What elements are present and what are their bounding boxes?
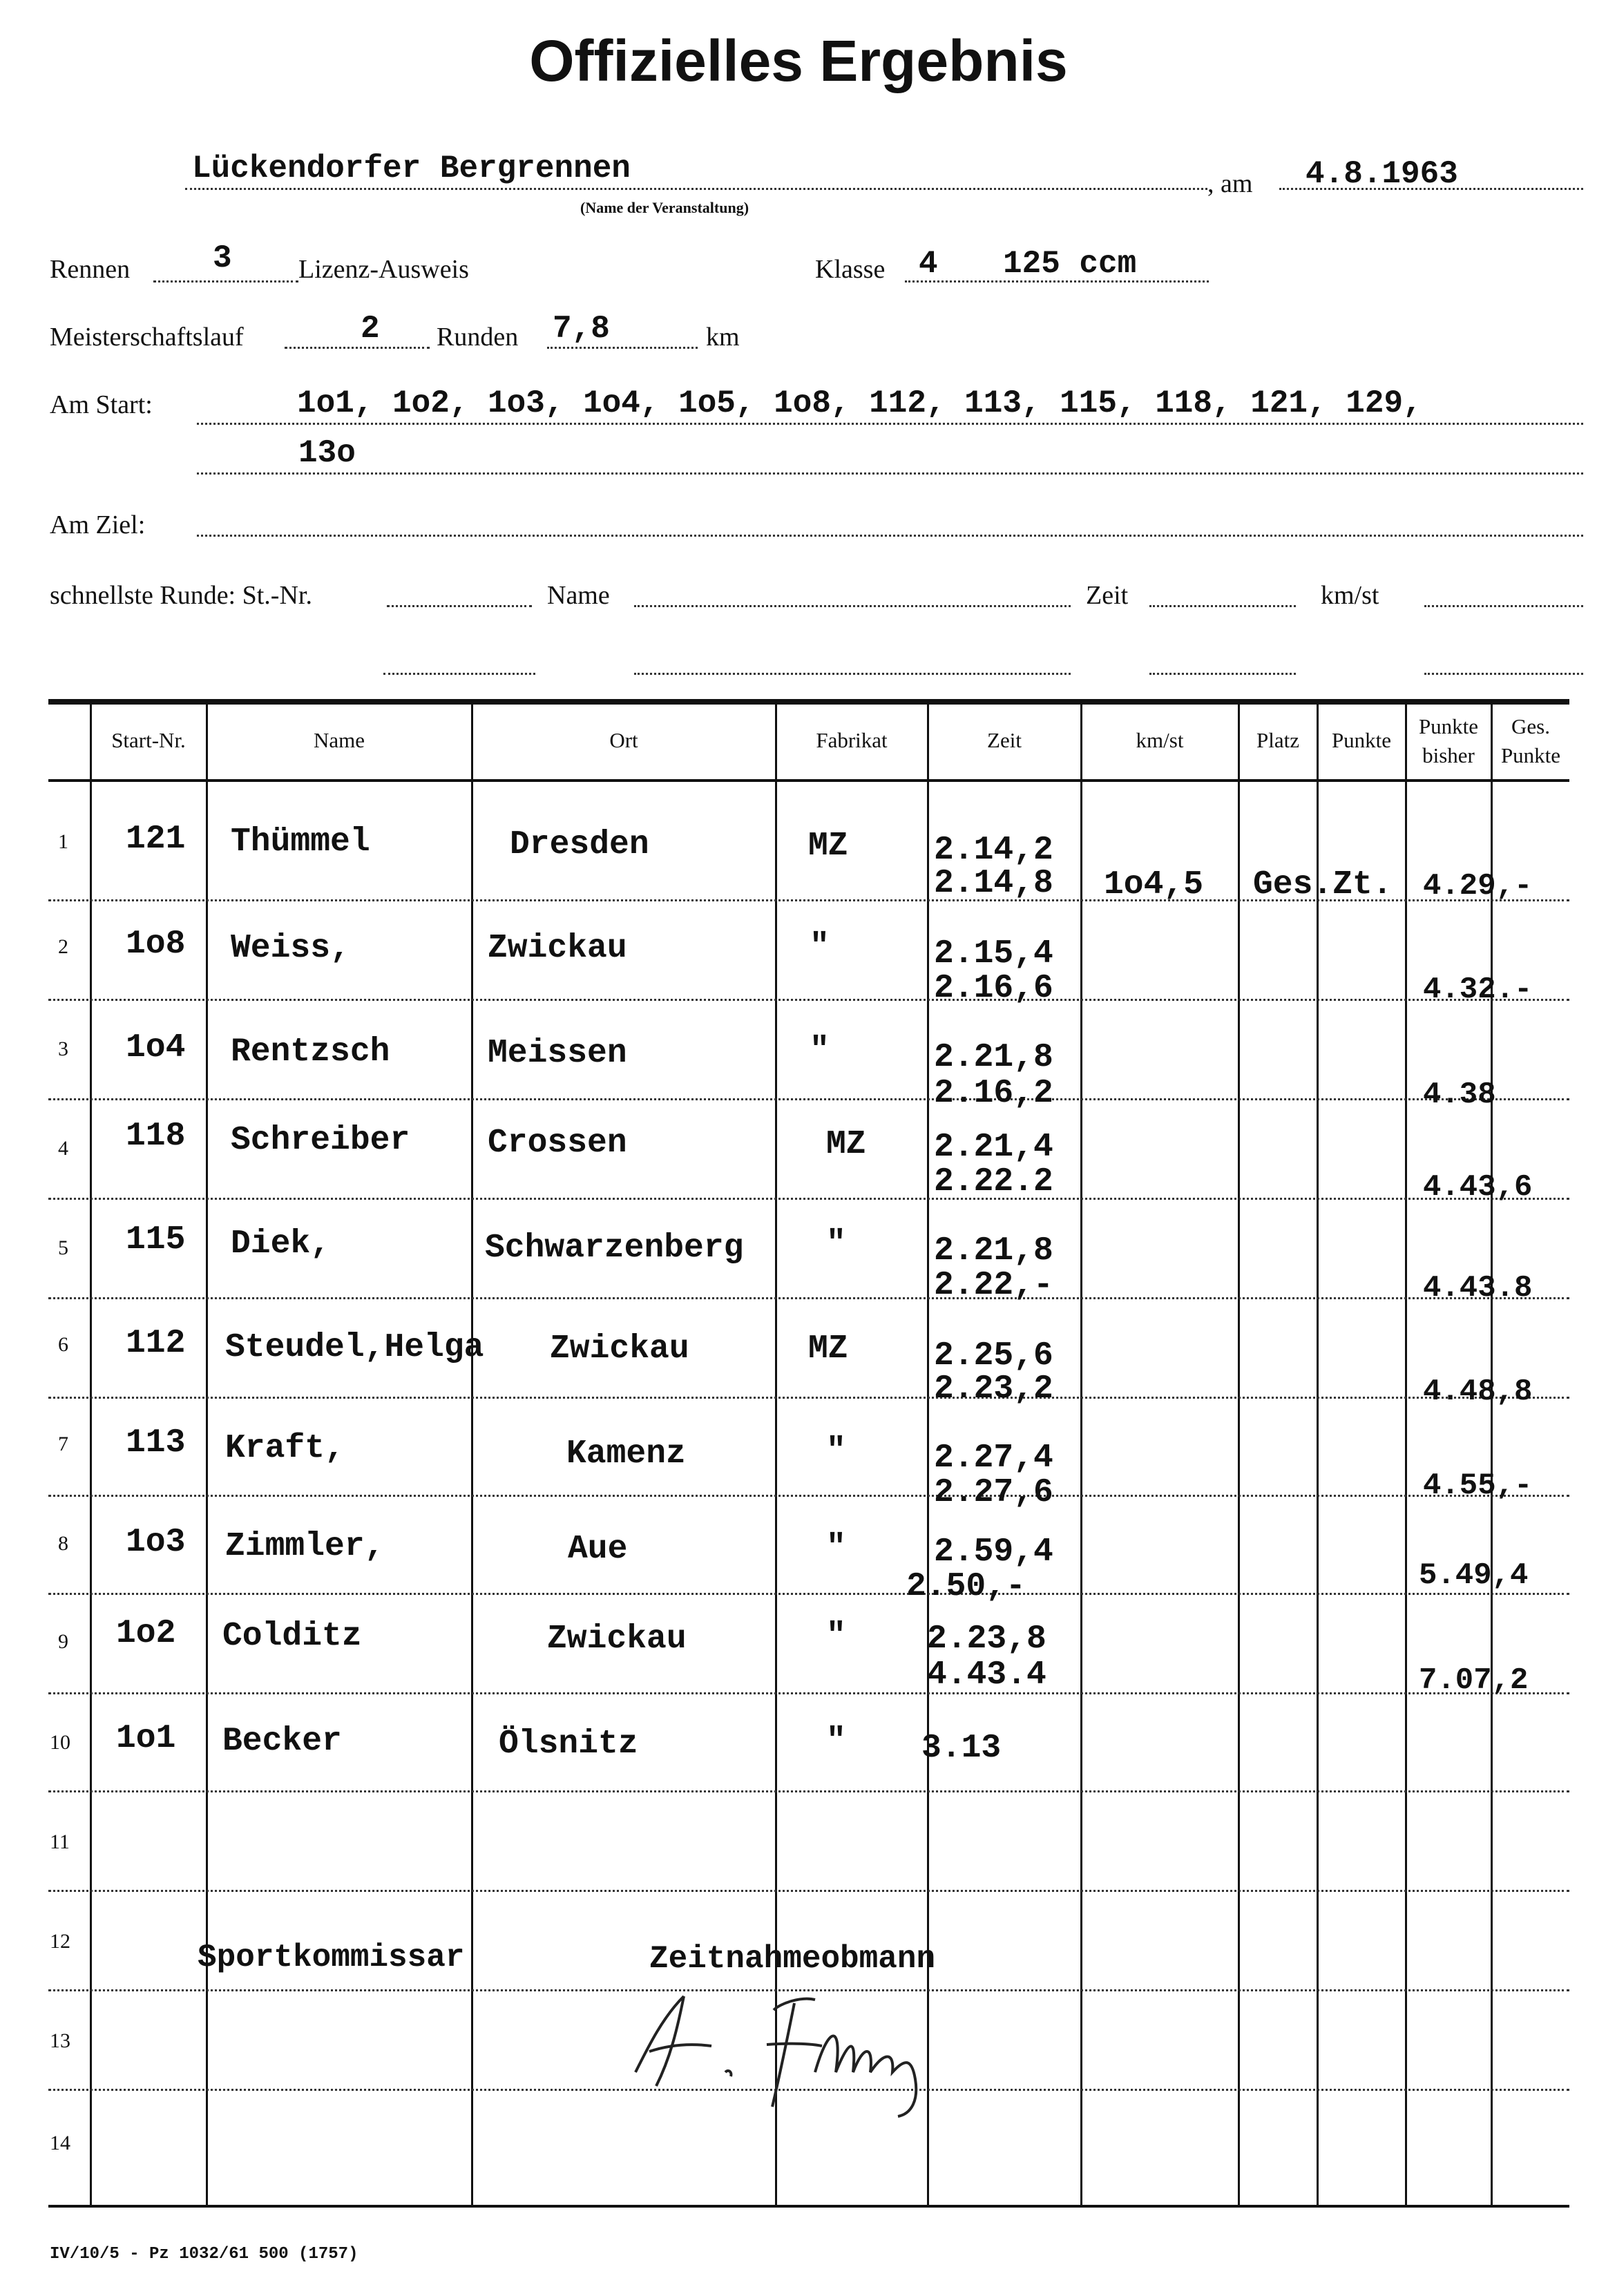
start-nr-cell: 113	[126, 1424, 186, 1462]
row-separator	[48, 1692, 1569, 1694]
ort-cell: Zwickau	[488, 930, 627, 967]
fastest-name-line	[634, 605, 1071, 607]
fastest-extra-line-4	[1424, 673, 1583, 675]
fabrikat-cell: "	[810, 928, 830, 966]
row-separator	[48, 1790, 1569, 1792]
start-line-2	[197, 472, 1583, 475]
start-nr-cell: 121	[126, 821, 186, 858]
ort-cell: Meissen	[488, 1035, 627, 1072]
ges-punkte-cell: 4.32.-	[1423, 973, 1533, 1007]
col-divider	[1491, 703, 1493, 2206]
header-start-nr: Start-Nr.	[111, 728, 186, 752]
row-separator	[48, 1297, 1569, 1299]
row-separator	[48, 1593, 1569, 1595]
row-number: 13	[50, 2029, 70, 2052]
fabrikat-cell: MZ	[826, 1126, 866, 1163]
row-number: 3	[58, 1037, 68, 1060]
start-label: Am Start:	[50, 390, 153, 419]
row-number: 12	[50, 1930, 70, 1953]
km-label: km	[706, 323, 740, 352]
fastest-extra-line-3	[1149, 673, 1296, 675]
header-kmst: km/st	[1136, 728, 1184, 752]
row-number: 5	[58, 1236, 68, 1259]
start-nr-cell: 1o4	[126, 1029, 186, 1066]
fabrikat-cell: "	[826, 1225, 846, 1263]
header-name: Name	[313, 728, 365, 752]
ges-punkte-cell: 4.29,-	[1423, 869, 1533, 903]
col-divider	[471, 703, 473, 2206]
date-line	[1279, 188, 1583, 190]
start-nr-cell: 1o1	[116, 1720, 176, 1757]
fastest-kmst-label: km/st	[1321, 581, 1379, 610]
event-name-line	[185, 188, 1207, 190]
fabrikat-cell: "	[826, 1618, 846, 1655]
row-number: 1	[58, 830, 68, 853]
fastest-zeit-label: Zeit	[1086, 581, 1129, 610]
col-divider	[1317, 703, 1319, 2206]
zeit-lauf1-cell: 3.13	[921, 1730, 1002, 1767]
zeit-lauf2-cell: 2.16,2	[934, 1075, 1053, 1112]
ort-cell: Dresden	[510, 826, 649, 863]
ort-cell: Schwarzenberg	[485, 1230, 744, 1267]
lizenz-label: Lizenz-Ausweis	[298, 255, 469, 284]
name-cell: Schreiber	[231, 1122, 410, 1159]
ges-punkte-cell: 4.38	[1423, 1078, 1496, 1112]
name-cell: Thümmel	[231, 823, 370, 861]
ort-cell: Kamenz	[566, 1435, 686, 1473]
fastest-kmst-line	[1424, 605, 1583, 607]
zeit-lauf1-cell: 2.23,8	[927, 1620, 1046, 1658]
form-footer-code: IV/10/5 - Pz 1032/61 500 (1757)	[50, 2245, 358, 2264]
ges-punkte-cell: 4.55,-	[1423, 1469, 1533, 1503]
event-name-caption: (Name der Veranstaltung)	[580, 199, 749, 216]
page-title: Offizielles Ergebnis	[529, 28, 1068, 93]
col-divider	[1405, 703, 1407, 2206]
col-divider	[206, 703, 208, 2206]
ges-punkte-cell: 7.07,2	[1419, 1663, 1529, 1698]
ort-cell: Aue	[568, 1531, 628, 1568]
name-cell: Becker	[222, 1723, 342, 1760]
date-label: , am	[1207, 169, 1253, 198]
zeit-lauf2-cell: 2.14,8	[934, 865, 1053, 902]
row-separator	[48, 1098, 1569, 1100]
rennen-line	[153, 280, 298, 283]
sportkommissar-label: Sportkommissar	[198, 1940, 465, 1975]
ges-punkte-cell: 4.43,6	[1423, 1170, 1533, 1205]
zeit-lauf1-cell: 2.15,4	[934, 935, 1053, 973]
row-number: 6	[58, 1333, 68, 1356]
ges-punkte-cell: 4.43.8	[1423, 1271, 1533, 1305]
name-cell: Colditz	[222, 1618, 362, 1655]
meisterschaftslauf-line	[285, 347, 430, 349]
row-separator	[48, 999, 1569, 1001]
fabrikat-cell: MZ	[808, 827, 848, 865]
header-punkte: Punkte	[1331, 728, 1392, 752]
fabrikat-cell: "	[826, 1529, 846, 1567]
header-punkte-bisher-1: Punkte	[1418, 714, 1479, 738]
row-separator	[48, 1198, 1569, 1200]
table-bottom-rule	[48, 2205, 1569, 2208]
table-header-rule	[48, 779, 1569, 782]
start-nr-cell: 118	[126, 1118, 186, 1155]
start-nr-cell: 115	[126, 1221, 186, 1259]
klasse-label: Klasse	[815, 255, 886, 284]
header-fabrikat: Fabrikat	[816, 728, 888, 752]
zeit-lauf2-cell: 2.22.2	[934, 1163, 1053, 1200]
row-number: 14	[50, 2132, 70, 2154]
zeit-lauf2-cell: 2.22,-	[934, 1267, 1053, 1304]
row-number: 7	[58, 1433, 68, 1455]
col-divider	[1238, 703, 1240, 2206]
fabrikat-cell: "	[810, 1032, 830, 1069]
meisterschaftslauf-label: Meisterschaftslauf	[50, 323, 244, 352]
platz-cell: Ges.Zt.	[1253, 866, 1393, 903]
event-date: 4.8.1963	[1306, 156, 1458, 192]
zeit-lauf1-cell: 2.59,4	[934, 1533, 1053, 1571]
zeit-lauf1-cell: 2.21,8	[934, 1232, 1053, 1270]
rennen-label: Rennen	[50, 255, 131, 284]
event-name: Lückendorfer Bergrennen	[192, 151, 631, 186]
start-list-line2: 13o	[298, 435, 356, 471]
row-number: 4	[58, 1137, 68, 1160]
col-divider	[1080, 703, 1082, 2206]
header-ort: Ort	[609, 728, 638, 752]
ort-cell: Crossen	[488, 1125, 627, 1162]
name-cell: Kraft,	[225, 1430, 345, 1467]
zeit-lauf1-cell: 2.27,4	[934, 1439, 1053, 1477]
row-separator	[48, 1890, 1569, 1892]
col-divider	[90, 703, 92, 2206]
zeit-lauf2-cell: 2.27,6	[934, 1474, 1053, 1511]
start-nr-cell: 1o3	[126, 1524, 186, 1561]
fastest-extra-line-2	[634, 673, 1071, 675]
row-separator	[48, 1495, 1569, 1497]
fastest-nr-line	[387, 605, 532, 607]
name-cell: Rentzsch	[231, 1033, 390, 1071]
row-number: 10	[50, 1731, 70, 1754]
klasse-value: 4	[919, 246, 938, 282]
name-cell: Diek,	[231, 1225, 331, 1263]
runden-value: 7,8	[553, 311, 610, 347]
zeit-lauf1-cell: 2.21,8	[934, 1039, 1053, 1076]
start-nr-cell: 112	[126, 1325, 186, 1362]
zeit-lauf2-cell: 4.43.4	[927, 1656, 1046, 1694]
start-line-1	[197, 423, 1583, 425]
zeitnahmeobmann-label: Zeitnahmeobmann	[649, 1941, 936, 1977]
name-cell: Zimmler,	[225, 1528, 385, 1565]
header-ges-punkte-2: Punkte	[1500, 743, 1561, 767]
zeit-lauf2-cell: 2.23,2	[934, 1370, 1053, 1408]
signature-image	[608, 1969, 967, 2121]
ort-cell: Zwickau	[550, 1330, 689, 1368]
runden-label: Runden	[437, 323, 519, 352]
zeit-lauf1-cell: 2.25,6	[934, 1337, 1053, 1375]
meisterschaftslauf-value: 2	[361, 311, 380, 347]
ort-cell: Ölsnitz	[499, 1725, 638, 1763]
runden-line	[547, 347, 698, 349]
fastest-extra-line-1	[383, 673, 535, 675]
fabrikat-cell: "	[826, 1723, 846, 1760]
fabrikat-cell: "	[826, 1433, 846, 1470]
zeit-lauf1-cell: 2.14,2	[934, 832, 1053, 869]
fastest-zeit-line	[1149, 605, 1296, 607]
finish-line	[197, 535, 1583, 537]
table-top-rule	[48, 699, 1569, 705]
fabrikat-cell: MZ	[808, 1330, 848, 1368]
fastest-lap-label: schnellste Runde: St.-Nr.	[50, 581, 312, 610]
rennen-value: 3	[213, 240, 232, 276]
fastest-name-label: Name	[547, 581, 610, 610]
ges-punkte-cell: 5.49,4	[1419, 1558, 1529, 1593]
row-separator	[48, 1397, 1569, 1399]
name-cell: Steudel,Helga	[225, 1329, 484, 1366]
zeit-lauf2-cell: 2.16,6	[934, 970, 1053, 1007]
header-punkte-bisher-2: bisher	[1422, 743, 1475, 767]
header-zeit: Zeit	[987, 728, 1022, 752]
row-number: 8	[58, 1532, 68, 1555]
row-number: 11	[50, 1830, 70, 1853]
zeit-lauf1-cell: 2.21,4	[934, 1129, 1053, 1166]
row-number: 2	[58, 935, 68, 958]
start-nr-cell: 1o2	[116, 1615, 176, 1652]
header-platz: Platz	[1256, 728, 1299, 752]
ges-punkte-cell: 4.48,8	[1423, 1375, 1533, 1409]
finish-label: Am Ziel:	[50, 510, 146, 539]
header-ges-punkte-1: Ges.	[1511, 714, 1550, 738]
name-cell: Weiss,	[231, 930, 350, 967]
row-number: 9	[58, 1630, 68, 1653]
ccm-value: 125 ccm	[1003, 246, 1137, 282]
ort-cell: Zwickau	[547, 1620, 687, 1658]
start-nr-cell: 1o8	[126, 926, 186, 963]
start-list-line1: 1o1, 1o2, 1o3, 1o4, 1o5, 1o8, 112, 113, 115, 118, 121, 129,	[297, 385, 1422, 421]
zeit-lauf2-cell: 2.50,-	[906, 1568, 1026, 1605]
kmst-cell: 1o4,5	[1104, 866, 1204, 903]
